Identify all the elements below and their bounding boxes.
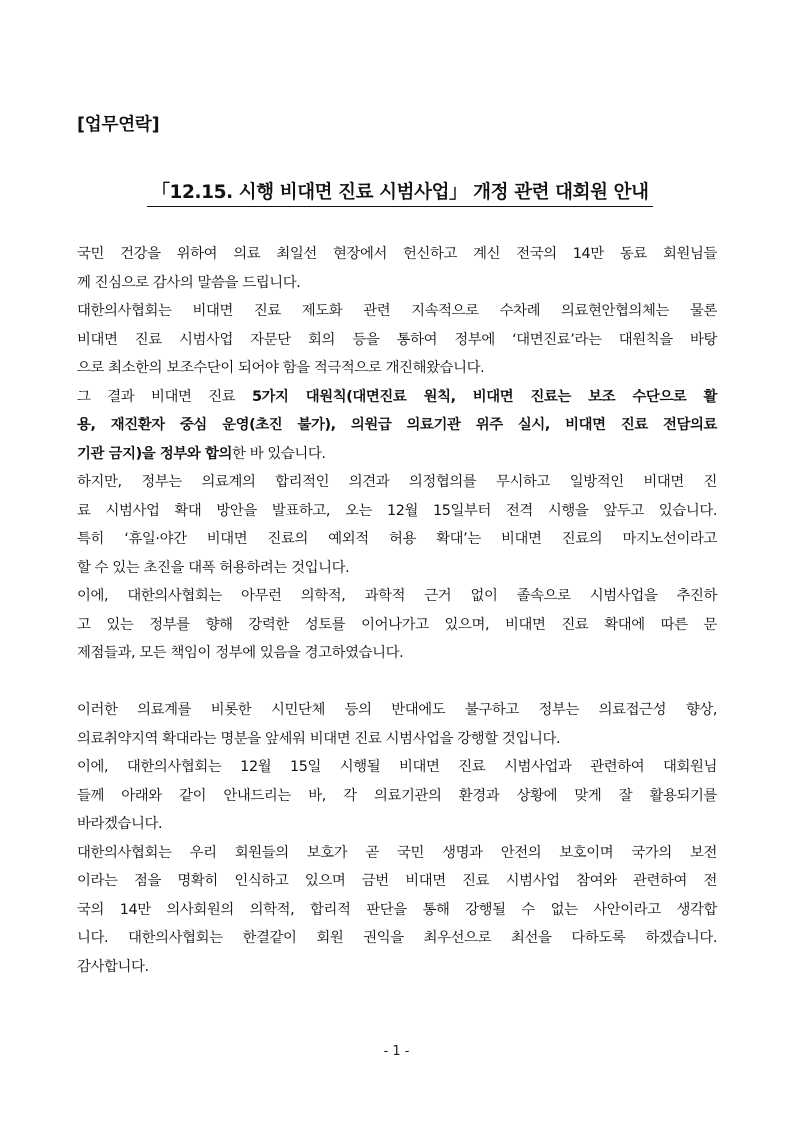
document-tag: [업무연락]	[77, 115, 160, 135]
paragraph-line: 료 시범사업 확대 방안을 발표하고, 오는 12월 15일부터 전격 시행을 앞두고 있습니다.	[77, 502, 717, 519]
paragraph-line: 감사합니다.	[77, 958, 149, 975]
text-run: 한 바 있습니다.	[232, 445, 326, 462]
paragraph-line: 이에, 대한의사협회는 아무런 의학적, 과학적 근거 없이 졸속으로 시범사업을 추진하	[77, 588, 717, 604]
paragraph-line: 으로 최소한의 보조수단이 되어야 함을 적극적으로 개진해왔습니다.	[77, 360, 485, 376]
paragraph-line: 이러한 의료계를 비롯한 시민단체 등의 반대에도 불구하고 정부는 의료접근성 향상,	[77, 702, 717, 718]
paragraph-line: 하지만, 정부는 의료계의 합리적인 의견과 의정협의를 무시하고 일방적인 비대면 진	[77, 474, 717, 490]
paragraph-line: 바라겠습니다.	[77, 816, 163, 832]
paragraph-line: 특히 ‘휴일·야간 비대면 진료의 예외적 허용 확대’는 비대면 진료의 마지노선이라고	[77, 531, 717, 547]
paragraph-line: 할 수 있는 초진을 대폭 허용하려는 것입니다.	[77, 559, 350, 576]
document-title: 「12.15. 시행 비대면 진료 시범사업」 개정 관련 대회원 안내	[147, 178, 652, 207]
paragraph-gap	[77, 668, 717, 697]
bold-run: 기관 금지)을 정부와 합의	[77, 445, 233, 462]
title-container	[110, 178, 690, 207]
paragraph-line: 비대면 진료 시범사업 자문단 회의 등을 통하여 정부에 ‘대면진료’라는 대원칙을 바탕	[77, 331, 717, 348]
paragraph-line: 의료취약지역 확대라는 명분을 앞세워 비대면 진료 시범사업을 강행할 것입니다.	[77, 730, 561, 747]
bold-run: 5가지 대원칙(대면진료 원칙, 비대면 진료는 보조 수단으로 활	[251, 388, 717, 405]
page-number: - 1 -	[383, 1044, 410, 1059]
paragraph-line: 께 진심으로 감사의 말씀을 드립니다.	[77, 274, 301, 291]
paragraph-line	[77, 440, 717, 469]
paragraph-line: 들께 아래와 같이 안내드리는 바, 각 의료기관의 환경과 상황에 맞게 잘 활용되기를	[77, 787, 717, 804]
paragraph-line: 대한의사협회는 우리 회원들의 보호가 곧 국민 생명과 안전의 보호이며 국가의 보전	[77, 844, 717, 861]
paragraph-line: 이라는 점을 명확히 인식하고 있으며 금번 비대면 진료 시범사업 참여와 관련하여 전	[77, 873, 717, 889]
paragraph-line	[77, 383, 717, 412]
document-body	[77, 240, 717, 981]
paragraph-line: 제점들과, 모든 책임이 정부에 있음을 경고하였습니다.	[77, 645, 404, 661]
paragraph-line: 국의 14만 의사회원의 의학적, 합리적 판단을 통해 강행될 수 없는 사안이라고 생각합	[77, 901, 717, 918]
paragraph-line: 고 있는 정부를 향해 강력한 성토를 이어나가고 있으며, 비대면 진료 확대에 따른 문	[77, 616, 717, 633]
paragraph-line: 이에, 대한의사협회는 12월 15일 시행될 비대면 진료 시범사업과 관련하여 대회원님	[77, 759, 717, 775]
text-run: 그 결과 비대면 진료	[77, 388, 252, 405]
paragraph-line: 대한의사협회는 비대면 진료 제도화 관련 지속적으로 수차례 의료현안협의체는 물론	[77, 303, 717, 319]
bold-run: 용, 재진환자 중심 운영(초진 불가), 의원급 의료기관 위주 실시, 비대면 진료 전담의료	[77, 417, 717, 433]
paragraph-line: 니다. 대한의사협회는 한결같이 회원 권익을 최우선으로 최선을 다하도록 하겠습니다.	[77, 930, 717, 946]
paragraph-line: 국민 건강을 위하여 의료 최일선 현장에서 헌신하고 계신 전국의 14만 동료 회원님들	[77, 246, 717, 262]
paragraph-line	[77, 411, 717, 440]
